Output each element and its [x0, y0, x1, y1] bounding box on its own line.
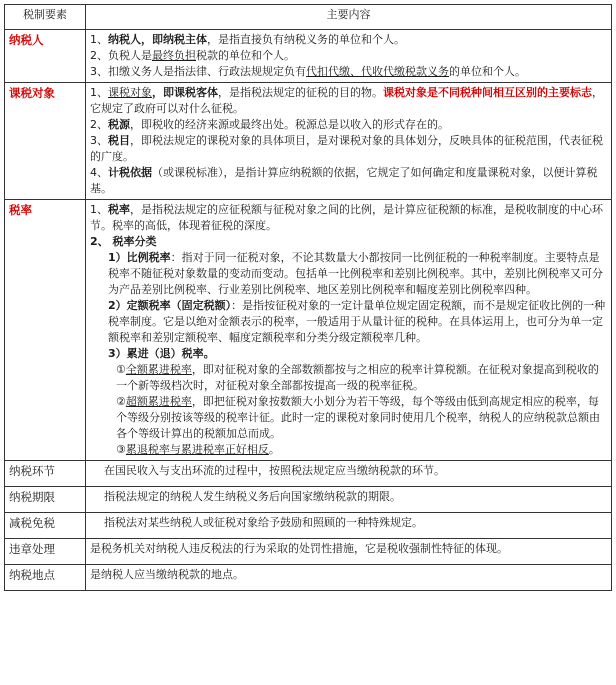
text: 3、: [90, 134, 108, 147]
text: 。: [268, 443, 280, 456]
content-line: [90, 32, 607, 48]
term: 税率: [108, 203, 130, 216]
text: 的单位和个人。: [449, 65, 526, 78]
underlined-term: 代扣代缴、代收代缴税款义务: [306, 65, 449, 78]
text: ①: [116, 363, 126, 376]
text: ，它规定了政府可以对什么征税。: [90, 86, 603, 115]
row-label: 课税对象: [5, 83, 86, 200]
content-line: [90, 442, 607, 458]
content-line: [90, 250, 607, 298]
text: ②: [116, 395, 126, 408]
row-label: 税率: [5, 200, 86, 461]
row-label: 纳税期限: [5, 487, 86, 513]
header-col-content: 主要内容: [86, 5, 612, 30]
table-row: [5, 83, 612, 200]
text: 4、: [90, 166, 108, 179]
text: ，是指直接负有纳税义务的单位和个人。: [207, 33, 405, 46]
row-content: 是纳税人应当缴纳税款的地点。: [86, 565, 612, 591]
text: 1、: [90, 33, 108, 46]
text: ，是指税法规定的征税的目的物。: [218, 86, 383, 99]
text: ，是指税法规定的应征税额与征税对象之间的比例，是计算应征税额的标准，是税收制度的中心环节。税率的高低，体现着征税的深度。: [90, 203, 603, 232]
term: 1）比例税率: [108, 251, 171, 264]
table-row: [5, 487, 612, 513]
content-line: [90, 298, 607, 346]
table-row: [5, 565, 612, 591]
row-label: 纳税地点: [5, 565, 86, 591]
content-line: [90, 394, 607, 442]
content-line: [90, 64, 607, 80]
table-row: [5, 513, 612, 539]
text: （或课税标准），是指计算应纳税额的依据，它规定了如何确定和度量课税对象，以便计算税基。: [90, 166, 598, 195]
row-content: [86, 83, 612, 200]
underlined-term: 累退税率与累进税率正好相反: [125, 443, 269, 456]
table-row: [5, 539, 612, 565]
content-line: [90, 85, 607, 117]
text: 2、负税人是: [90, 49, 152, 62]
text: 税款的单位和个人。: [196, 49, 295, 62]
text: ，即对征税对象的全部数额都按与之相应的税率计算税额。在征税对象提高到税收的一个新等级档次时，对征税对象全部都按提高一级的税率征税。: [116, 363, 599, 392]
content-line: 2、 税率分类: [90, 235, 157, 248]
text: 1、: [90, 86, 108, 99]
term: ，即课税客体: [152, 86, 218, 99]
term: 纳税人，即纳税主体: [108, 33, 207, 46]
underlined-term: 课税对象: [108, 86, 152, 99]
term: 税目: [108, 134, 130, 147]
text: ，即税收的经济来源或最终出处。税源总是以收入的形式存在的。: [130, 118, 449, 131]
row-label: 违章处理: [5, 539, 86, 565]
text: 1、: [90, 203, 108, 216]
table-row: [5, 30, 612, 83]
row-content: 指税法规定的纳税人发生纳税义务后向国家缴纳税款的期限。: [86, 487, 612, 513]
underlined-term: 最终负担: [152, 49, 196, 62]
row-content: 指税法对某些纳税人或征税对象给予鼓励和照顾的一种特殊规定。: [86, 513, 612, 539]
header-col-element: 税制要素: [5, 5, 86, 30]
text: 2、: [90, 118, 108, 131]
term: 计税依据: [108, 166, 152, 179]
term: 税源: [108, 118, 130, 131]
text: ：是指按征税对象的一定计量单位规定固定税额，而不是规定征收比例的一种税率制度。它是以绝对金额表示的税率，一般适用于从量计征的税种。在具体运用上，也可分为单一定额税率和差别定额税率、幅度定额税率和分类分级定额税率几种。: [108, 299, 606, 344]
content-line: [90, 362, 607, 394]
row-content: [86, 200, 612, 461]
table-row: [5, 461, 612, 487]
content-line: [90, 133, 607, 165]
row-content: 在国民收入与支出环流的过程中，按照税法规定应当缴纳税款的环节。: [86, 461, 612, 487]
key-point: 课税对象是不同税种间相互区别的主要标志: [383, 86, 592, 99]
content-line: [90, 117, 607, 133]
row-content: [86, 30, 612, 83]
text: 3、扣缴义务人是指法律、行政法规规定负有: [90, 65, 306, 78]
row-label: 减税免税: [5, 513, 86, 539]
text: ，即税法规定的课税对象的具体项目，是对课税对象的具体划分，反映具体的征税范围，代表征税的广度。: [90, 134, 603, 163]
text: ，即把征税对象按数额大小划分为若干等级，每个等级由低到高规定相应的税率，每个等级分别按该等级的税率计征。此时一定的课税对象同时使用几个税率，纳税人的应纳税款总额由各个等级计算出的税额加总而成。: [116, 395, 600, 440]
underlined-term: 超额累进税率: [125, 395, 192, 408]
table-row: [5, 200, 612, 461]
content-line: [90, 202, 607, 234]
content-line: [90, 165, 607, 197]
term: 2）定额税率（固定税额）: [108, 299, 232, 312]
header-row: [5, 5, 612, 30]
text: ③: [116, 443, 126, 456]
tax-elements-table: [4, 4, 612, 591]
text: ：指对于同一征税对象，不论其数量大小都按同一比例征税的一种税率制度。主要特点是税率不随征税对象数量的变动而变动。包括单一比例税率和差别比例税率。其中，差别比例税率又可分为产品差别比例税率、行业差别比例税率、地区差别比例税率和幅度差别比例税率四种。: [108, 251, 603, 296]
row-content: 是税务机关对纳税人违反税法的行为采取的处罚性措施，它是税收强制性特征的体现。: [86, 539, 612, 565]
underlined-term: 全额累进税率: [125, 363, 192, 376]
content-line: [90, 48, 607, 64]
row-label: 纳税环节: [5, 461, 86, 487]
row-label: 纳税人: [5, 30, 86, 83]
content-line: 3）累进（退）税率。: [108, 347, 215, 360]
